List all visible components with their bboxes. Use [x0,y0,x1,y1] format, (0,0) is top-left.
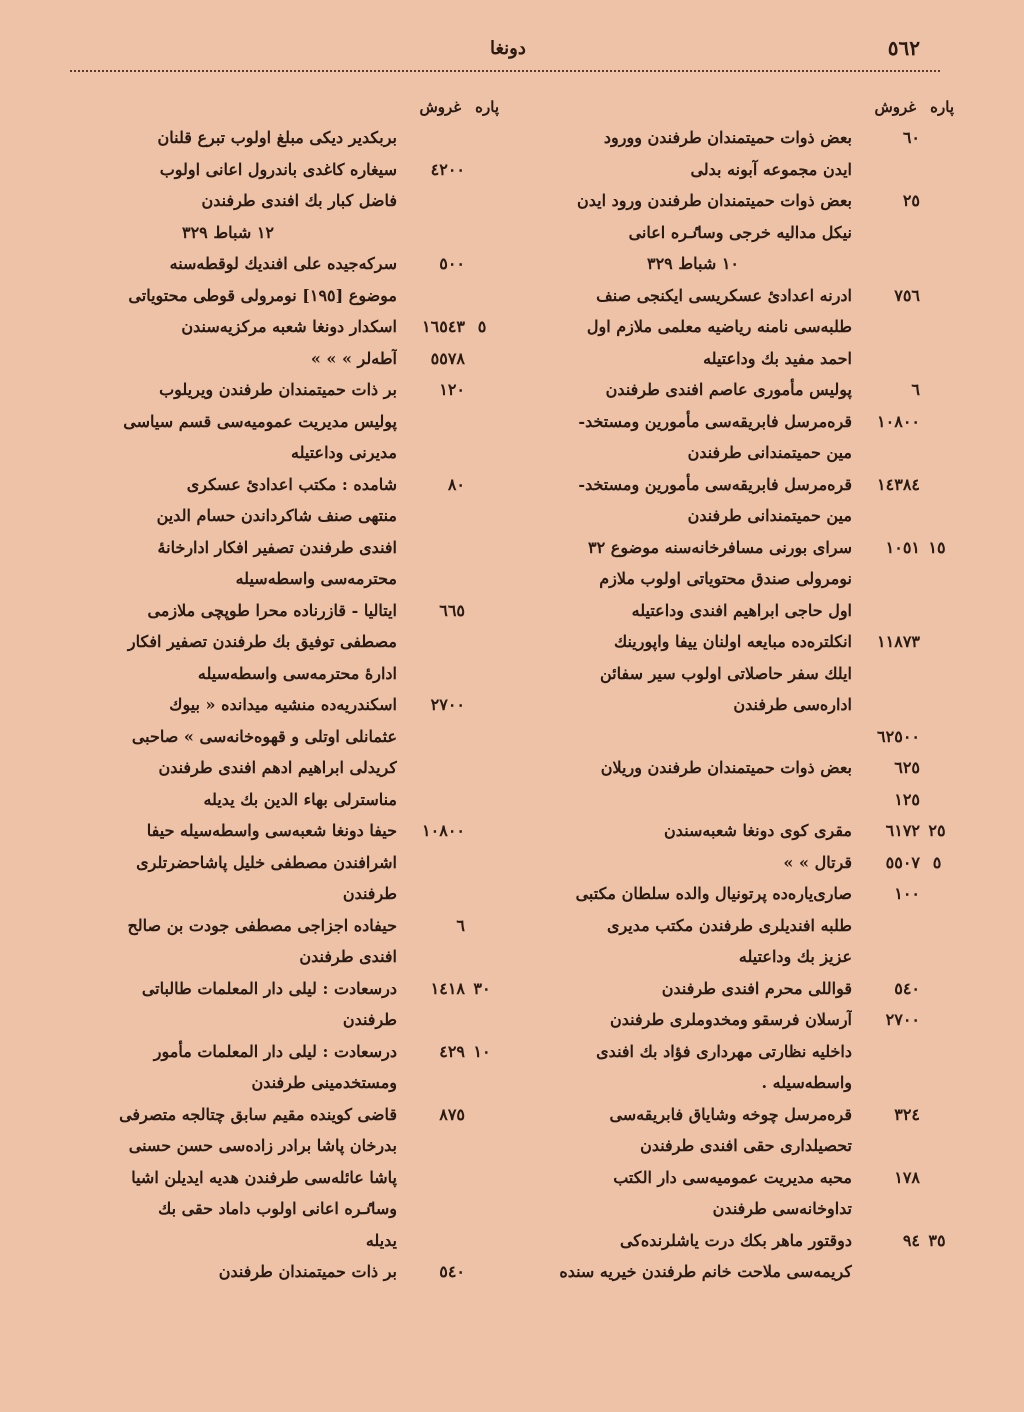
ledger-entry [534,973,954,1005]
ledger-entry [534,406,954,469]
entry-kurus: ١٠٨٠٠ [877,411,920,431]
entry-description [59,973,397,1036]
entry-kurus: ٩٤ [902,1230,920,1250]
entry-description [59,217,397,249]
left-column [59,92,499,1288]
ledger-entry [59,1256,499,1288]
entry-line [534,721,852,753]
entry-kurus: ٦٠ [902,128,920,147]
ledger-entry [534,532,954,627]
entry-kurus: ٦ [456,915,465,935]
entry-line: ايتاليا - قازرناده محرا طوپچی ملازمی [147,600,397,620]
entry-kurus: ٢٥ [902,191,920,210]
entry-kurus: ٦١٧٢ [885,821,920,840]
entry-line: قره‌مرسل چوخه وشاياق فابريقه‌سی [609,1104,852,1124]
ledger-entry [534,248,954,280]
ledger-entry [59,595,499,690]
ledger-entry [59,910,499,973]
entry-line: نومرولی صندق محتوياتی اولوب ملازم [599,569,852,588]
entry-description [59,154,397,217]
heading-kurus: غروش [874,98,917,116]
running-title: دونغا [490,38,526,59]
entry-line: تداوخانه‌سی طرفندن [712,1199,852,1218]
entry-para: ٣٥ [928,1230,946,1250]
entry-description [534,406,852,469]
entry-line: مناسترلی بهاء الدين بك يديله [203,789,397,809]
entry-kurus: ٥٠٠ [439,254,465,273]
ledger-entry [534,784,954,816]
heading-para: پاره [475,98,499,116]
entry-line: سركه‌جيده علی افنديك لوقطه‌سنه [169,254,397,273]
ledger-entry [534,280,954,375]
ledger-entry [534,752,954,784]
page-header [60,30,960,70]
entry-line: حيفاده اجزاجی مصطفی جودت بن صالح [127,915,397,935]
entry-line: بعض ذوات حميتمندان طرفندن وورود [603,128,852,147]
entry-line: نيكل مداليه خرجی وساٸره اعانی [628,222,852,242]
entry-line: منتهی صنف شاكرداندن حسام الدين [156,506,397,525]
ledger-entry [534,374,954,406]
entry-line: پوليس مديريت عموميه‌سی قسم سياسی [123,411,397,431]
ledger-entry [59,154,499,217]
entry-line: بعض ذوات حميتمندان طرفندن ورود ايدن [577,191,852,210]
entry-line: عزيز بك وداعتيله [738,947,852,966]
right-column [534,92,954,1288]
entry-kurus: ٨٧٥ [439,1104,465,1124]
ledger-entry [534,626,954,721]
entry-kurus: ٨٠ [447,474,465,494]
entry-description [534,532,852,627]
entry-description [59,815,397,910]
entry-description [534,815,852,847]
ledger-entry [59,217,499,249]
ledger-entry [59,815,499,910]
entry-kurus: ١٧٨ [894,1167,920,1187]
entry-line: مقری كوی دونغا شعبه‌سندن [664,821,852,840]
entry-line: درسعادت : ليلی دار المعلمات مأمور [153,1041,397,1061]
entry-line: مديرنی وداعتيله [291,443,397,462]
entry-line: انكلتره‌ده مبايعه اولنان ييفا واپورينك [613,632,852,651]
entry-kurus: ٥٤٠ [439,1262,465,1281]
entry-line: فاضل كبار بك افندی طرفندن [201,191,397,210]
entry-line: آطه‌لر » » » [310,348,397,368]
entry-line [534,784,852,816]
entry-line: آرسلان فرسقو ومخدوملری طرفندن [610,1010,852,1029]
entry-description [534,1225,852,1288]
entry-kurus: ٥٥٠٧ [885,852,920,872]
entry-line: بر ذات حميتمندان طرفندن ويريلوب [159,380,397,399]
entry-description [59,311,397,343]
entry-line: قره‌مرسل فابريقه‌سی مأمورين ومستخد- [578,474,852,494]
ledger-entry [59,1036,499,1099]
entry-para: ٥ [932,852,942,872]
entry-line: قواللی محرم افندی طرفندن [661,978,852,998]
entry-line: اداره‌سی طرفندن [733,695,852,714]
entry-line: ١٠ شباط ٣٢٩ [646,254,739,273]
entry-para: ٥ [477,317,487,336]
ledger-entry [59,248,499,311]
entry-description [534,847,852,879]
entry-description [534,1162,852,1225]
entry-kurus: ٦٢٥ [894,758,920,777]
ledger-entry [534,1162,954,1225]
entry-para: ٣٠ [473,978,491,998]
ledger-entry [534,1099,954,1162]
entry-para: ١٠ [473,1041,491,1061]
entry-description [534,122,852,185]
entry-description [59,1036,397,1099]
entry-line: ١٢ شباط ٣٢٩ [181,222,274,242]
entry-kurus: ٥٤٠ [894,978,920,998]
entry-para: ١٥ [928,537,946,557]
entry-kurus: ١٦٥٤٣ [422,317,465,336]
ledger-entry [59,1099,499,1257]
column-heading [59,92,499,122]
entry-description [534,1004,852,1099]
entry-description [534,185,852,248]
entry-description [59,689,397,815]
ledger-entry [534,1004,954,1099]
entry-kurus: ٤٢٩ [439,1041,465,1061]
entry-description [59,910,397,973]
entry-line: بعض ذوات حميتمندان طرفندن وريلان [600,758,852,777]
entry-line: يديله [365,1230,397,1250]
entry-line: تحصيلداری حقی افندی طرفندن [640,1136,852,1155]
entry-kurus: ٦٦٥ [439,600,465,620]
entry-line: احمد مفيد بك وداعتيله [703,348,852,368]
entry-kurus: ١٢٥ [894,789,920,809]
ledger-entry [534,122,954,185]
ledger-entry [59,122,499,154]
entry-line: طلبه افنديلری طرفندن مكتب مديری [606,915,852,935]
entry-line: اسكدار دونغا شعبه مركزيه‌سندن [181,317,397,336]
entry-description [59,122,397,154]
entry-line: محترمه‌سی واسطه‌سيله [235,569,397,588]
entry-description [59,595,397,690]
entry-line: واسطه‌سيله . [761,1073,852,1092]
entry-kurus: ١١٨٧٣ [877,632,920,651]
entry-description [534,374,852,406]
entry-description [534,1099,852,1162]
entry-kurus: ١٤٣٨٤ [877,474,920,494]
page-number: ٥٦٢ [887,36,920,60]
header-rule [70,70,940,78]
entry-description [59,374,397,469]
ledger-entry [59,311,499,343]
entry-line: محبه مديريت عموميه‌سی دار الكتب [613,1167,852,1187]
entry-description [534,973,852,1005]
ledger-entry [534,721,954,753]
entry-line: طرفندن [342,1010,397,1029]
entry-kurus: ٦ [911,380,920,399]
entry-line: اول حاجی ابراهيم افندی وداعتيله [631,600,852,620]
entry-kurus: ٧٥٦ [894,285,920,305]
entry-line: درسعادت : ليلی دار المعلمات طالباتی [141,978,397,998]
entry-line: مين حميتمندانی طرفندن [687,443,852,462]
entry-kurus: ١٢٠ [439,380,465,399]
entry-line: قرتال » » [783,852,852,872]
entry-line: ادارهٔ محترمه‌سی واسطه‌سيله [197,663,397,683]
entry-line: پاشا عائله‌سی طرفندن هديه ايديلن اشيا [131,1167,397,1187]
entry-line: طرفندن [342,884,397,903]
heading-para: پاره [930,98,954,116]
entry-line: طلبه‌سی نامنه رياضيه معلمی ملازم اول [586,317,852,336]
entry-description [534,878,852,973]
entry-line: قاضی كوينده مقيم سابق چتالجه متصرفی [119,1104,397,1124]
entry-line: مصطفی توفيق بك طرفندن تصفير افكار [127,632,397,651]
entry-kurus: ٢٧٠٠ [430,695,465,714]
entry-description [59,1256,397,1288]
entry-description [534,280,852,375]
entry-line: بربكدير ديكی مبلغ اولوب تبرع قلنان [157,128,397,147]
entry-kurus: ٤٢٠٠ [430,159,465,179]
entry-para: ٢٥ [928,821,946,840]
column-heading [534,92,954,122]
entry-line: داخليه نظارتی مهرداری فؤاد بك افندی [596,1041,852,1061]
ledger-entry [534,185,954,248]
entry-line: كريدلی ابراهيم ادهم افندی طرفندن [158,758,397,777]
entry-line: اسكندريه‌ده منشيه ميدانده « بيوك [169,695,397,714]
entry-kurus: ١٤١٨ [430,978,465,998]
entry-kurus: ٦٢٥٠٠ [877,726,920,746]
entry-line: ايلك سفر حاصلاتی اولوب سير سفائن [600,663,852,683]
entry-line: كريمه‌سی ملاحت خانم طرفندن خيريه سنده [559,1262,852,1281]
entry-kurus: ١٠٠ [894,884,920,903]
entry-line: شامده : مكتب اعدادئ عسكری [186,474,397,494]
entry-line: بدرخان پاشا برادر زاده‌سی حسن حسنی [128,1136,397,1155]
ledger-entry [534,469,954,532]
entry-description [59,248,397,311]
entry-line: بر ذات حميتمندان طرفندن [218,1262,397,1281]
entry-description [59,343,397,375]
entry-line: صاری‌ياره‌ده پرتونيال والده سلطان مكتبی [575,884,852,903]
entry-description [534,752,852,784]
entry-line: افندی طرفندن تصفير افكار ادارخانهٔ [157,537,397,557]
entry-line: ومستخدمينی طرفندن [251,1073,397,1092]
entry-kurus: ٥٥٧٨ [430,348,465,368]
entry-line: سيغاره كاغدی باندرول اعانی اولوب [159,159,397,179]
entry-line: ايدن مجموعه آبونه بدلی [690,159,852,179]
entry-kurus: ٣٢٤ [894,1104,920,1124]
ledger-entry [534,847,954,879]
entry-kurus: ١٠٨٠٠ [422,821,465,840]
entry-kurus: ٢٧٠٠ [885,1010,920,1029]
ledger-entry [59,343,499,375]
ledger-entry [59,973,499,1036]
heading-kurus: غروش [419,98,462,116]
entry-line: دوقتور ماهر بكك درت ياشلرنده‌كی [619,1230,852,1250]
entry-kurus: ١٠٥١ [885,537,920,557]
entry-description [59,1099,397,1257]
ledger-entry [534,815,954,847]
entry-line: مين حميتمندانی طرفندن [687,506,852,525]
entry-line: قره‌مرسل فابريقه‌سی مأمورين ومستخد- [578,411,852,431]
entry-description [534,248,852,280]
entry-line: پوليس مأموری عاصم افندی طرفندن [605,380,852,399]
ledger-entry [59,469,499,595]
entry-line: موضوع [١٩٥] نومرولی قوطی محتوياتی [128,285,397,305]
entry-line: اشرافندن مصطفی خليل پاشاحضرتلری [136,852,397,872]
ledger-entry [59,689,499,815]
ledger-entry [534,878,954,973]
entry-line: وساٸره اعانی اولوب داماد حقی بك [158,1199,397,1218]
entry-line: عثمانلی اوتلی و قهوه‌خانه‌سی » صاحبی [131,726,397,746]
entry-description [534,626,852,721]
entry-description [534,784,852,816]
ledger-entry [534,1225,954,1288]
entry-description [59,469,397,595]
ledger-entry [59,374,499,469]
entry-line: سرای بورنی مسافرخانه‌سنه موضوع ٣٢ [588,537,852,557]
entry-description [534,721,852,753]
entry-description [534,469,852,532]
entry-line: ادرنه اعدادئ عسكريسی ايكنجی صنف [596,285,852,305]
entry-line: افندی طرفندن [299,947,397,966]
entry-line: حيفا دونغا شعبه‌سی واسطه‌سيله حيفا [146,821,397,840]
